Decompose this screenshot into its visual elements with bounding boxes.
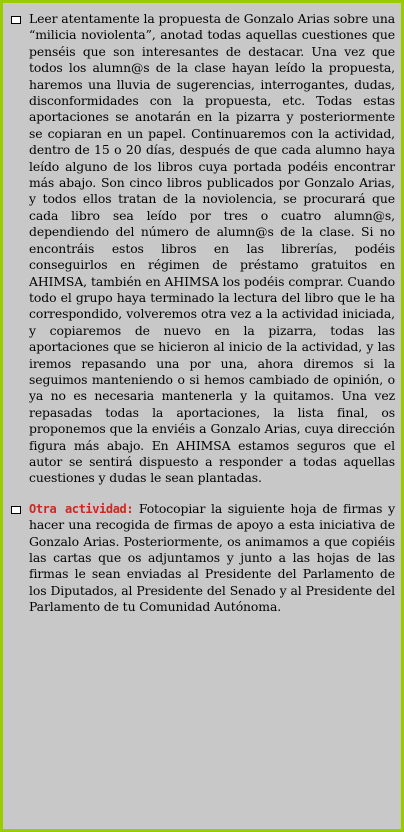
paragraph-1-text: Leer atentamente la propuesta de Gonzalo Arias sobre una “milicia noviolenta”, anotad todas aquellas cuestiones que penséis que son interesantes de destacar. Una vez que todos los alumn@s de la clase hayan leído la propuesta, haremos una lluvia de sugerencias, interrogantes, dudas, disconformidades con la propuesta, etc. Todas estas aportaciones se anotarán en la pizarra y posteriormente se copiaran en un papel. Continuaremos con la actividad, dentro de 15 o 20 días, después de que cada alumno haya leído alguno de los libros cuya portada podéis encontrar más abajo. Son cinco libros publicados por Gonzalo Arias, y todos ellos tratan de la noviolencia, se procurará que cada libro sea leído por tres o cuatro alumn@s, dependiendo del número de alumn@s de la clase. Si no encontráis estos libros en las librerías, podéis conseguirlos en régimen de préstamo gratuitos en AHIMSA, también en AHIMSA los podéis comprar. Cuando todo el grupo haya terminado la lectura del libro que le ha correspondido, volveremos otra vez a la actividad iniciada, y copiaremos de nuevo en la pizarra, todas las aportaciones que se hicieron al inicio de la actividad, y las iremos repasando una por una, ahora diremos si la seguimos manteniendo o si hemos cambiado de opinión, o ya no es necesaria mantenerla y la quitamos. Una vez repasadas todas la aportaciones, la lista final, os proponemos que la enviéis a Gonzalo Arias, cuya dirección figura más abajo. En AHIMSA estamos seguros que el autor se sentirá dispuesto a responder a todas aquellas cuestiones y dudas le sean plantadas. (29, 11, 395, 486)
checkbox-bullet-icon (11, 506, 21, 514)
activity-label: Otra actividad: (29, 501, 134, 516)
checkbox-bullet-icon (11, 16, 21, 24)
paragraph-2 (29, 501, 395, 616)
list-item (11, 501, 395, 616)
paragraph-1 (29, 11, 395, 487)
paragraph-2-text: Fotocopiar la siguiente hoja de firmas y hacer una recogida de firmas de apoyo a esta iniciativa de Gonzalo Arias. Posteriormente, os animamos a que copiéis las cartas que os adjuntamos y junto a las hojas de las firmas le sean enviadas al Presidente del Parlamento de los Diputados, al Presidente del Senado y al Presidente del Parlamento de tu Comunidad Autónoma. (29, 500, 395, 615)
list-item (11, 11, 395, 487)
